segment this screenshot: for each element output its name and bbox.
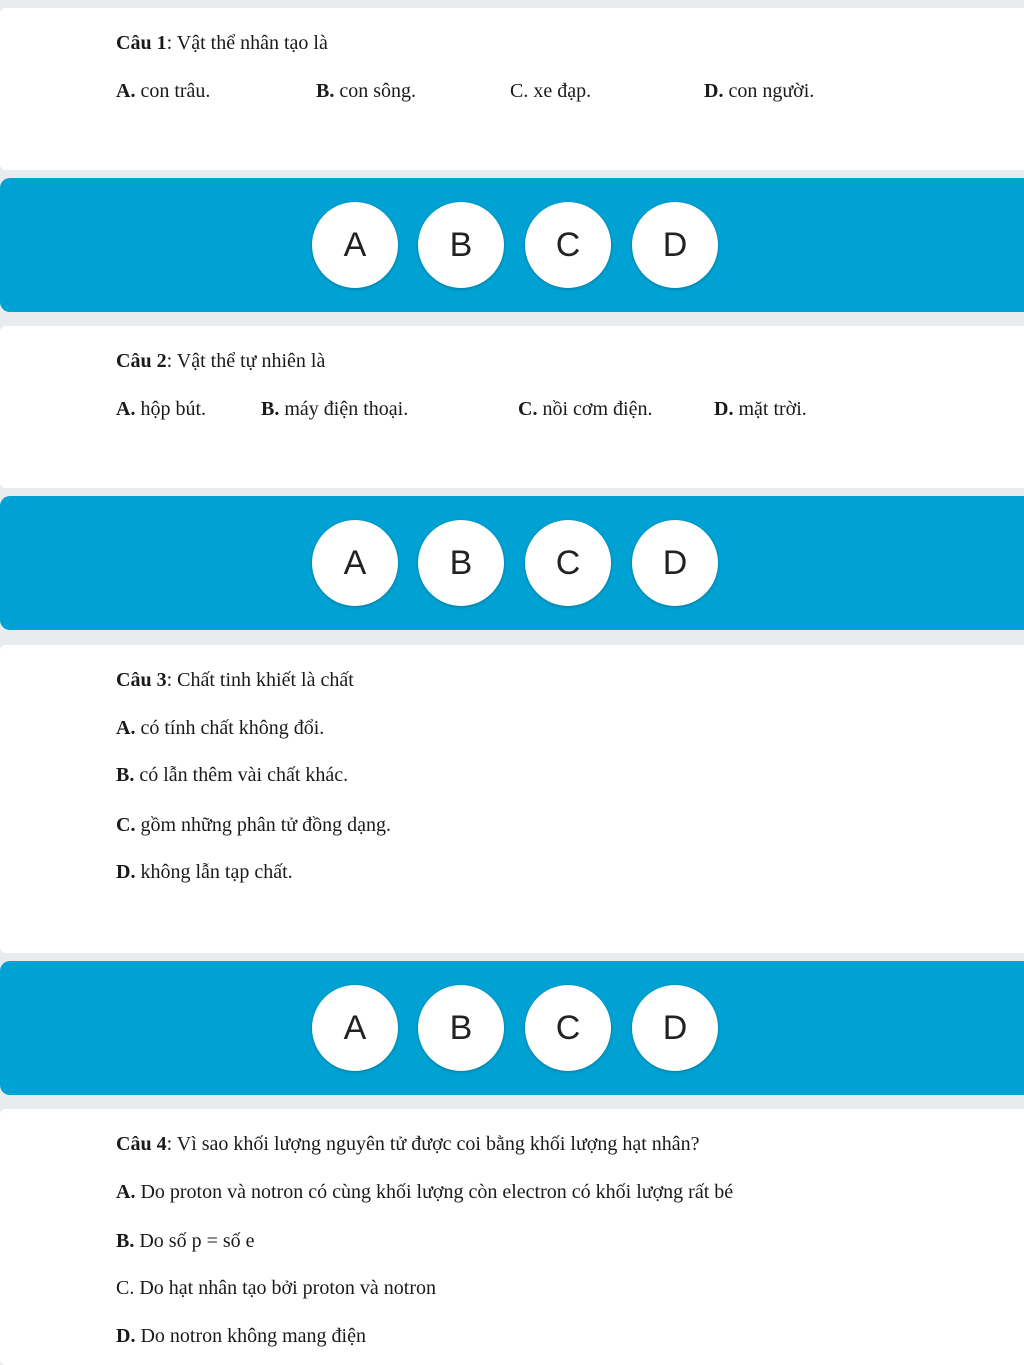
answer-2-button-d[interactable]: D [632, 520, 718, 606]
question-card-4 [0, 1109, 1024, 1365]
question-3-option-d: D. không lẫn tạp chất. [116, 861, 293, 883]
question-3-option-c: C. gồm những phân tử đồng dạng. [116, 814, 391, 836]
answer-3-button-b[interactable]: B [418, 985, 504, 1071]
answer-2-button-c[interactable]: C [525, 520, 611, 606]
question-4-option-b: B. Do số p = số e [116, 1230, 255, 1252]
question-4-option-a: A. Do proton và notron có cùng khối lượng còn electron có khối lượng rất bé [116, 1181, 734, 1203]
question-3-title [116, 669, 354, 692]
question-1-option-b: B. con sông. [316, 80, 417, 102]
answer-3-button-c[interactable]: C [525, 985, 611, 1071]
question-3-option-a: A. có tính chất không đổi. [116, 717, 325, 739]
answer-1-button-b[interactable]: B [418, 202, 504, 288]
question-card-3 [0, 645, 1024, 953]
question-2-option-b: B. máy điện thoại. [261, 398, 409, 420]
question-3-label: Câu 3 [116, 669, 167, 691]
answer-2-button-b[interactable]: B [418, 520, 504, 606]
question-2-text: : Vật thể tự nhiên là [166, 350, 326, 372]
question-4-label: Câu 4 [116, 1133, 167, 1155]
question-1-option-d: D. con người. [704, 80, 815, 102]
answer-band-2 [0, 496, 1024, 630]
answer-1-button-c[interactable]: C [525, 202, 611, 288]
question-1-option-c: C. xe đạp. [510, 80, 592, 102]
question-2-title [116, 350, 325, 373]
answer-2-button-a[interactable]: A [312, 520, 398, 606]
question-2-label: Câu 2 [116, 350, 167, 372]
question-4-text: : Vì sao khối lượng nguyên tử được coi bằng khối lượng hạt nhân? [166, 1133, 700, 1155]
answer-3-button-d[interactable]: D [632, 985, 718, 1071]
question-2-option-d: D. mặt trời. [714, 398, 807, 420]
question-4-option-d: D. Do notron không mang điện [116, 1325, 366, 1347]
question-card-2 [0, 326, 1024, 488]
answer-1-button-d[interactable]: D [632, 202, 718, 288]
answer-band-3 [0, 961, 1024, 1095]
answer-1-button-a[interactable]: A [312, 202, 398, 288]
question-4-title [116, 1133, 700, 1156]
question-1-text: : Vật thể nhân tạo là [166, 32, 328, 54]
answer-band-1 [0, 178, 1024, 312]
question-2-option-c: C. nồi cơm điện. [518, 398, 653, 420]
question-3-text: : Chất tinh khiết là chất [166, 669, 354, 691]
question-4-option-c: C. Do hạt nhân tạo bởi proton và notron [116, 1277, 436, 1299]
question-1-label: Câu 1 [116, 32, 167, 54]
question-1-option-a: A. con trâu. [116, 80, 211, 102]
question-2-option-a: A. hộp bút. [116, 398, 207, 420]
answer-3-button-a[interactable]: A [312, 985, 398, 1071]
question-1-title [116, 32, 328, 55]
question-card-1 [0, 8, 1024, 170]
question-3-option-b: B. có lẫn thêm vài chất khác. [116, 764, 349, 786]
